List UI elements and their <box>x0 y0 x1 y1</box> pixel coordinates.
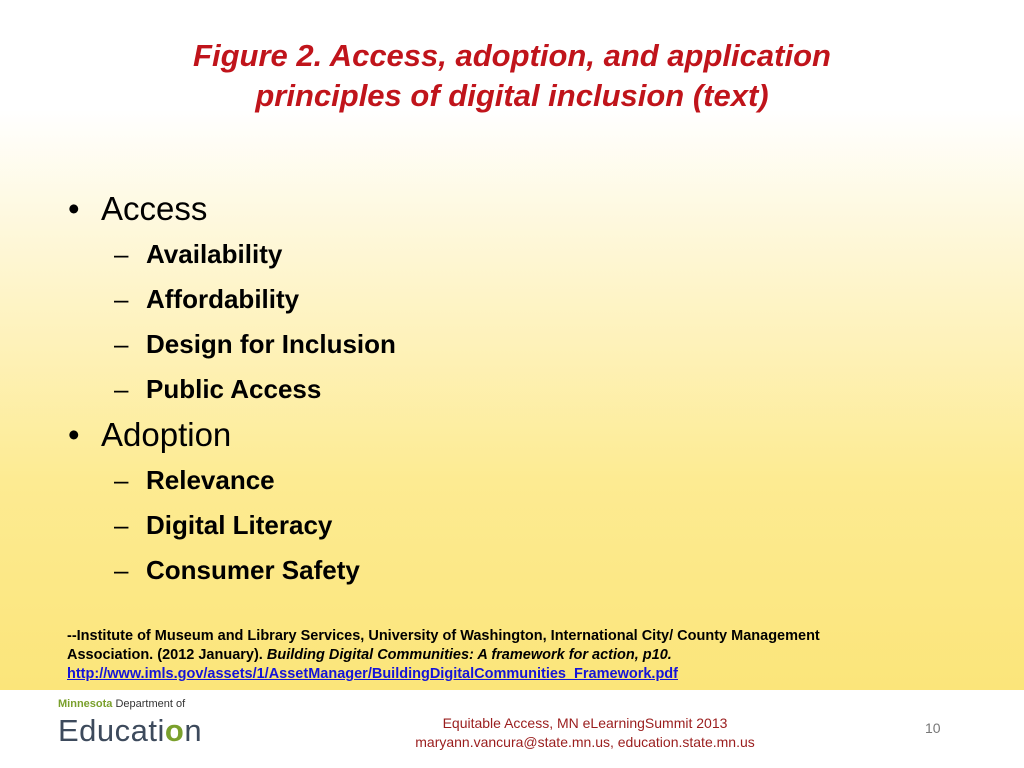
subitem-label: Digital Literacy <box>146 510 333 540</box>
dash-marker: – <box>114 374 129 404</box>
bullet-marker: • <box>68 190 80 227</box>
bullet-adoption <box>68 412 948 458</box>
dash-marker: – <box>114 239 129 269</box>
logo-wordmark <box>58 713 202 749</box>
subitem-public-access <box>68 367 948 412</box>
footer-caption <box>345 714 825 752</box>
logo-word-start: Educati <box>58 713 165 748</box>
subitem-label: Availability <box>146 239 283 269</box>
logo-department-line <box>58 698 202 711</box>
footer-line-2: maryann.vancura@state.mn.us, education.state.mn.us <box>415 734 755 750</box>
citation <box>67 627 967 684</box>
page-number: 10 <box>925 720 941 736</box>
citation-book-title: Building Digital Communities: A framework for action, p10. <box>266 647 672 663</box>
bullet-label: Access <box>101 190 208 227</box>
apple-icon: o <box>164 713 185 748</box>
subitem-label: Affordability <box>146 284 300 314</box>
logo-dept: Department of <box>112 698 186 710</box>
title-line-1: Figure 2. Access, adoption, and application <box>193 38 831 73</box>
logo-word-end: n <box>184 713 203 748</box>
mde-logo <box>58 698 202 749</box>
subitem-label: Consumer Safety <box>146 555 360 585</box>
dash-marker: – <box>114 510 129 540</box>
subitem-consumer-safety <box>68 548 948 593</box>
title-line-2: principles of digital inclusion (text) <box>255 78 769 113</box>
dash-marker: – <box>114 465 129 495</box>
subitem-label: Design for Inclusion <box>146 329 396 359</box>
subitem-availability <box>68 232 948 277</box>
citation-link[interactable]: http://www.imls.gov/assets/1/AssetManager/BuildingDigitalCommunities_Framework.pdf <box>67 666 678 682</box>
subitem-affordability <box>68 277 948 322</box>
subitem-design-for-inclusion <box>68 322 948 367</box>
citation-line-1: --Institute of Museum and Library Services, University of Washington, International City/ County Management <box>67 628 820 644</box>
subitem-label: Relevance <box>146 465 275 495</box>
bullet-marker: • <box>68 416 80 453</box>
slide-title <box>60 36 964 116</box>
subitem-label: Public Access <box>146 374 322 404</box>
slide-footer <box>0 690 1024 768</box>
citation-text: Association. (2012 January). <box>67 647 267 663</box>
subitem-relevance <box>68 458 948 503</box>
footer-line-1: Equitable Access, MN eLearningSummit 2013 <box>442 715 728 731</box>
subitem-digital-literacy <box>68 503 948 548</box>
bullet-label: Adoption <box>101 416 232 453</box>
logo-state: Minnesota <box>58 698 113 710</box>
bullet-access <box>68 186 948 232</box>
dash-marker: – <box>114 284 129 314</box>
bullet-list <box>68 186 948 593</box>
citation-line-2 <box>67 646 967 665</box>
dash-marker: – <box>114 555 129 585</box>
dash-marker: – <box>114 329 129 359</box>
